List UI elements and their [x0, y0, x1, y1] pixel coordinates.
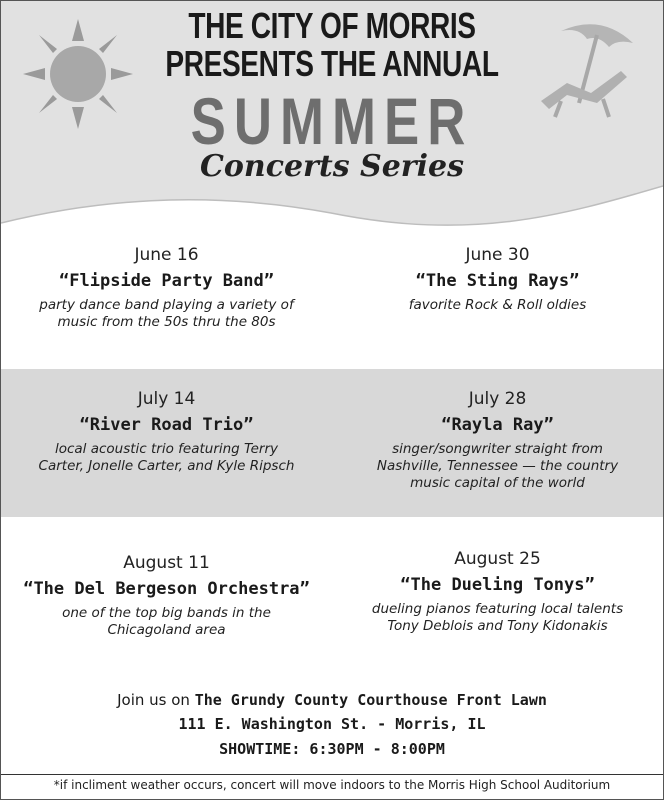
concert-band: “The Dueling Tonys”	[400, 575, 595, 595]
weather-footnote: *if incliment weather occurs, concert will move indoors to the Morris High School Auditorium	[53, 778, 611, 792]
concert-card	[332, 389, 663, 492]
concert-row-2	[1, 369, 663, 517]
concert-description: dueling pianos featuring local talents Tony Deblois and Tony Kidonakis	[371, 601, 624, 634]
venue-prefix: Join us on	[117, 691, 195, 709]
concert-row-3	[1, 519, 663, 679]
concert-description: party dance band playing a variety of music from the 50s thru the 80s	[39, 297, 294, 330]
venue-line	[1, 691, 663, 709]
title-line-1: THE CITY OF MORRIS	[188, 5, 476, 46]
concert-card	[332, 549, 663, 635]
concert-band: “Rayla Ray”	[441, 415, 554, 435]
concert-description: local acoustic trio featuring Terry Carter, Jonelle Carter, and Kyle Ripsch	[38, 441, 295, 474]
showtime	[1, 740, 663, 758]
concert-card	[1, 553, 332, 639]
concert-card	[1, 245, 332, 331]
concert-band: “The Del Bergeson Orchestra”	[23, 579, 310, 599]
concert-description: favorite Rock & Roll oldies	[408, 297, 587, 313]
showtime-text: SHOWTIME: 6:30PM - 8:00PM	[219, 740, 445, 758]
concert-row-1	[1, 233, 663, 367]
concert-date: July 28	[468, 389, 527, 409]
concert-card	[1, 389, 332, 475]
concert-date: June 30	[465, 245, 530, 265]
concert-description: singer/songwriter straight from Nashville, Tennessee — the country music capital of the world	[376, 441, 619, 491]
concert-date: June 16	[134, 245, 199, 265]
concert-description: one of the top big bands in the Chicagoland area	[62, 605, 271, 638]
concert-band: “The Sting Rays”	[415, 271, 580, 291]
venue-address	[1, 715, 663, 733]
footer-divider	[1, 774, 663, 775]
concert-date: August 25	[454, 549, 541, 569]
title-summer: SUMMER	[190, 84, 474, 158]
address-text: 111 E. Washington St. - Morris, IL	[178, 715, 486, 733]
concert-band: “River Road Trio”	[79, 415, 254, 435]
concert-card	[332, 245, 663, 314]
title-subtitle: Concerts Series	[200, 149, 464, 184]
venue-location: The Grundy County Courthouse Front Lawn	[194, 691, 547, 709]
concert-date: July 14	[137, 389, 196, 409]
concert-date: August 11	[123, 553, 210, 573]
concert-band: “Flipside Party Band”	[59, 271, 274, 291]
flyer-header	[1, 1, 663, 231]
title-line-2: PRESENTS THE ANNUAL	[165, 43, 499, 84]
